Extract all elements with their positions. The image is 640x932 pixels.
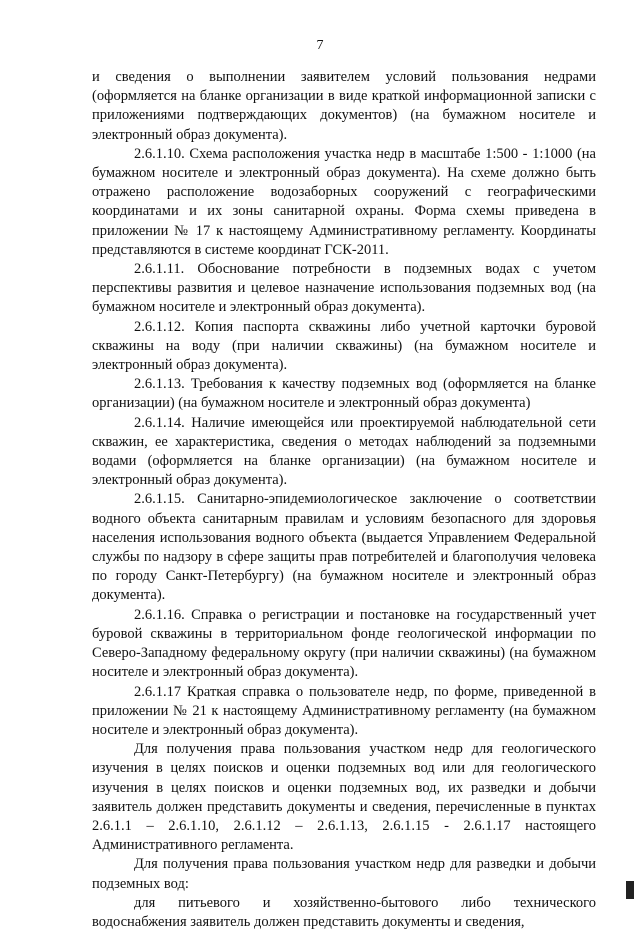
paragraph-2-6-1-12: 2.6.1.12. Копия паспорта скважины либо учетной карточки буровой скважины на воду (при наличии скважины) (на бумажном носителе и электронный образ документа). xyxy=(92,318,596,374)
paragraph-water-supply: для питьевого и хозяйственно-бытового либо технического водоснабжения заявитель должен представить документы и сведения, xyxy=(92,894,596,930)
paragraph-2-6-1-15: 2.6.1.15. Санитарно-эпидемиологическое заключение о соответствии водного объекта санитарным правилам и условиям безопасного для здоровья населения использования водного объекта (выдается Управлением Федеральной службы по надзору в сфере защиты прав потребителей и благополучия человека по городу Санкт-Петербургу) (на бумажном носителе и электронный образ документа). xyxy=(92,491,596,604)
paragraph-geological-study: Для получения права пользования участком недр для геологического изучения в целях поисков и оценки подземных вод или для геологического изучения в целях поисков и оценки подземных вод, их разведки и добычи заявитель должен представить документы и сведения, перечисленные в пунктах 2.6.1.1 – 2.6.1.10, 2.6.1.12 – 2.6.1.13, 2.6.1.15 - 2.6.1.17 настоящего Административного регламента. xyxy=(92,741,596,854)
page-number: 7 xyxy=(316,38,324,53)
paragraph-exploration-production: Для получения права пользования участком недр для разведки и добычи подземных вод: xyxy=(92,856,596,892)
paragraph-2-6-1-17: 2.6.1.17 Краткая справка о пользователе недр, по форме, приведенной в приложении № 21 к настоящему Административному регламенту (на бумажном носителе и электронный образ документа). xyxy=(92,683,596,738)
paragraph-2-6-1-10: 2.6.1.10. Схема расположения участка недр в масштабе 1:500 - 1:1000 (на бумажном носителе и электронный образ документа). На схеме должно быть отражено расположение водозаборных сооружений с географическими координатами и их зоны санитарной охраны. Форма схемы приведена в приложении № 17 к настоящему Административному регламенту. Координаты представляются в системе координат ГСК-2011. xyxy=(92,145,596,258)
paragraph-2-6-1-13: 2.6.1.13. Требования к качеству подземных вод (оформляется на бланке организации) (на бумажном носителе и электронный образ документа) xyxy=(92,376,596,412)
paragraph-2-6-1-14: 2.6.1.14. Наличие имеющейся или проектируемой наблюдательной сети скважин, ее характеристика, сведения о методах наблюдений за подземными водами (оформляется на бланке организации) (на бумажном носителе и электронный образ документа). xyxy=(92,414,596,489)
document-body xyxy=(92,68,596,932)
paragraph-2-6-1-11: 2.6.1.11. Обоснование потребности в подземных водах с учетом перспективы развития и целевое назначение использования подземных вод (на бумажном носителе и электронный образ документа). xyxy=(92,261,596,316)
scan-edge-mark xyxy=(626,881,634,899)
paragraph-continuation: и сведения о выполнении заявителем условий пользования недрами (оформляется на бланке организации в виде краткой информационной записки с приложениями подтверждающих документов) (на бумажном носителе и электронный образ документа). xyxy=(92,69,596,143)
paragraph-2-6-1-16: 2.6.1.16. Справка о регистрации и постановке на государственный учет буровой скважины в территориальном фонде геологической информации по Северо-Западному федеральному округу (при наличии скважины) (на бумажном носителе и электронный образ документа). xyxy=(92,606,596,681)
